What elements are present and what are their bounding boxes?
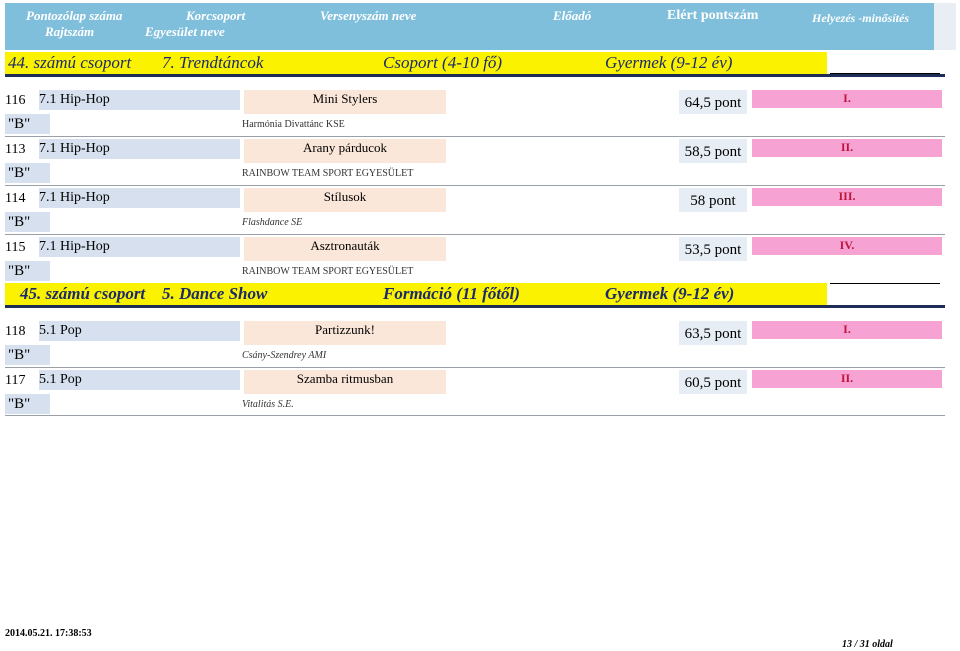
row-number: 116: [5, 93, 26, 108]
row-club: RAINBOW TEAM SPORT EGYESÜLET: [242, 168, 414, 179]
row-score: 58,5 pont: [679, 139, 747, 163]
row-divider: [5, 367, 945, 368]
row-score: 53,5 pont: [679, 237, 747, 261]
group-divider: [5, 74, 945, 77]
row-title: Stílusok: [244, 188, 446, 212]
row-b-mark: "B": [5, 394, 50, 414]
row-rank: IV.: [752, 237, 942, 255]
row-b-mark: "B": [5, 163, 50, 183]
row-club: Csány-Szendrey AMI: [242, 350, 327, 361]
footer-page-number: 13 / 31 oldal: [842, 639, 893, 650]
row-category: 7.1 Hip-Hop: [39, 237, 240, 257]
row-title: Arany párducok: [244, 139, 446, 163]
row-rank: II.: [752, 139, 942, 157]
row-rank: I.: [752, 321, 942, 339]
row-score: 58 pont: [679, 188, 747, 212]
row-divider: [5, 136, 945, 137]
group-category: 5. Dance Show: [162, 284, 268, 303]
row-club: Vitalitás S.E.: [242, 399, 294, 410]
row-category: 5.1 Pop: [39, 370, 240, 390]
row-score: 60,5 pont: [679, 370, 747, 394]
row-category: 7.1 Hip-Hop: [39, 90, 240, 110]
row-number: 117: [5, 373, 26, 388]
row-number: 113: [5, 142, 26, 157]
row-category: 7.1 Hip-Hop: [39, 188, 240, 208]
row-title: Mini Stylers: [244, 90, 446, 114]
row-rank: II.: [752, 370, 942, 388]
group-type: Formáció (11 főtől): [383, 284, 520, 303]
row-title: Partizzunk!: [244, 321, 446, 345]
row-b-mark: "B": [5, 261, 50, 281]
row-number: 115: [5, 240, 26, 255]
header-score-sheet-number: Pontozólap száma: [26, 8, 123, 23]
row-club: RAINBOW TEAM SPORT EGYESÜLET: [242, 266, 414, 277]
row-category: 7.1 Hip-Hop: [39, 139, 240, 159]
row-title: Asztronauták: [244, 237, 446, 261]
header-club-name: Egyesület neve: [145, 24, 225, 39]
group-rule: [830, 283, 940, 284]
group-number: 45. számú csoport: [20, 284, 146, 303]
header-age-group: Korcsoport: [186, 8, 246, 23]
row-divider: [5, 185, 945, 186]
header-placement: Helyezés -minősítés: [812, 11, 909, 25]
row-score: 63,5 pont: [679, 321, 747, 345]
header-score: Elért pontszám: [667, 8, 759, 23]
row-rank: I.: [752, 90, 942, 108]
group-type: Csoport (4-10 fő): [383, 53, 502, 72]
row-number: 114: [5, 191, 26, 206]
group-divider: [5, 305, 945, 308]
header-tab: [934, 3, 956, 50]
row-divider: [5, 415, 945, 416]
row-club: Flashdance SE: [242, 217, 303, 228]
row-b-mark: "B": [5, 114, 50, 134]
row-divider: [5, 234, 945, 235]
row-club: Harmónia Divattánc KSE: [242, 119, 345, 130]
row-b-mark: "B": [5, 345, 50, 365]
row-b-mark: "B": [5, 212, 50, 232]
group-category: 7. Trendtáncok: [162, 53, 264, 72]
header-start-number: Rajtszám: [45, 24, 95, 39]
row-rank: III.: [752, 188, 942, 206]
footer-timestamp: 2014.05.21. 17:38:53: [5, 628, 92, 639]
header-performer: Előadó: [553, 8, 592, 23]
row-score: 64,5 pont: [679, 90, 747, 114]
row-number: 118: [5, 324, 26, 339]
group-age: Gyermek (9-12 év): [605, 284, 735, 303]
group-age: Gyermek (9-12 év): [605, 53, 733, 72]
group-number: 44. számú csoport: [8, 53, 132, 72]
header-event-name: Versenyszám neve: [320, 8, 417, 23]
row-category: 5.1 Pop: [39, 321, 240, 341]
row-title: Szamba ritmusban: [244, 370, 446, 394]
